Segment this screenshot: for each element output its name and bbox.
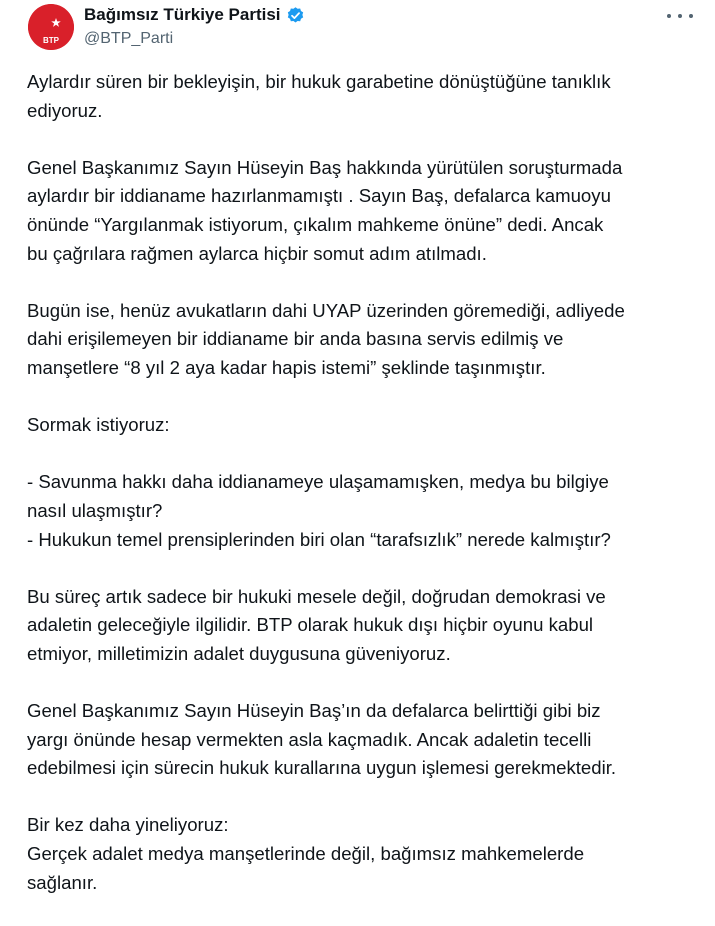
more-dot bbox=[678, 14, 682, 18]
tweet-paragraph bbox=[27, 697, 697, 783]
tweet-line: sağlanır. bbox=[27, 871, 98, 893]
tweet-paragraph bbox=[27, 811, 697, 897]
tweet-paragraph bbox=[27, 583, 697, 669]
tweet-line: önünde “Yargılanmak istiyorum, çıkalım mahkeme önüne” dedi. Ancak bbox=[27, 213, 604, 235]
tweet-paragraph bbox=[27, 297, 697, 383]
tweet-paragraph bbox=[27, 68, 697, 125]
tweet-paragraph bbox=[27, 411, 697, 440]
account-info bbox=[84, 4, 305, 50]
tweet-line: edebilmesi için sürecin hukuk kurallarına uygun işlemesi gerekmektedir. bbox=[27, 757, 617, 779]
tweet-line: bu çağrılara rağmen aylarca hiçbir somut adım atılmadı. bbox=[27, 242, 487, 264]
tweet-line: Sormak istiyoruz: bbox=[27, 414, 170, 436]
tweet-line: - Savunma hakkı daha iddianameye ulaşamamışken, medya bu bilgiye bbox=[27, 471, 609, 493]
tweet-line: ediyoruz. bbox=[27, 99, 103, 121]
tweet-header bbox=[0, 0, 715, 60]
tweet-line: Genel Başkanımız Sayın Hüseyin Baş’ın da defalarca belirttiği gibi biz bbox=[27, 700, 601, 722]
avatar-text: BTP bbox=[43, 36, 59, 45]
btp-logo-icon bbox=[28, 4, 74, 50]
tweet-line: manşetlere “8 yıl 2 aya kadar hapis istemi” şeklinde taşınmıştır. bbox=[27, 356, 546, 378]
tweet-line: nasıl ulaşmıştır? bbox=[27, 499, 163, 521]
tweet-line: adaletin geleceğiyle ilgilidir. BTP olarak hukuk dışı hiçbir oyunu kabul bbox=[27, 614, 594, 636]
tweet-line: Gerçek adalet medya manşetlerinde değil, bağımsız mahkemelerde bbox=[27, 843, 585, 865]
more-dot bbox=[667, 14, 671, 18]
tweet-line: yargı önünde hesap vermekten asla kaçmadık. Ancak adaletin tecelli bbox=[27, 728, 592, 750]
tweet-line: aylardır bir iddianame hazırlanmamıştı . Sayın Baş, defalarca kamuoyu bbox=[27, 185, 611, 207]
tweet-line: Genel Başkanımız Sayın Hüseyin Baş hakkında yürütülen soruşturmada bbox=[27, 156, 623, 178]
tweet-paragraph bbox=[27, 154, 697, 268]
tweet-paragraph bbox=[27, 468, 697, 554]
more-dot bbox=[689, 14, 693, 18]
tweet-text bbox=[27, 68, 697, 926]
account-handle[interactable]: @BTP_Parti bbox=[84, 30, 174, 47]
tweet-line: etmiyor, milletimizin adalet duygusuna güveniyoruz. bbox=[27, 642, 451, 664]
tweet-line: Bu süreç artık sadece bir hukuki mesele değil, doğrudan demokrasi ve bbox=[27, 585, 606, 607]
tweet-line: Aylardır süren bir bekleyişin, bir hukuk garabetine dönüştüğüne tanıklık bbox=[27, 71, 611, 92]
tweet-line: - Hukukun temel prensiplerinden biri olan “tarafsızlık” nerede kalmıştır? bbox=[27, 528, 611, 550]
avatar[interactable] bbox=[28, 4, 74, 50]
tweet-line: Bir kez daha yineliyoruz: bbox=[27, 814, 229, 836]
tweet-line: Bugün ise, henüz avukatların dahi UYAP üzerinden göremediği, adliyede bbox=[27, 299, 625, 321]
verified-badge-icon[interactable] bbox=[286, 6, 305, 25]
tweet-line: dahi erişilemeyen bir iddianame bir anda basına servis edilmiş ve bbox=[27, 328, 564, 350]
display-name[interactable]: Bağımsız Türkiye Partisi bbox=[84, 5, 281, 24]
more-options-icon[interactable] bbox=[667, 6, 693, 26]
display-name-row[interactable] bbox=[84, 4, 305, 26]
